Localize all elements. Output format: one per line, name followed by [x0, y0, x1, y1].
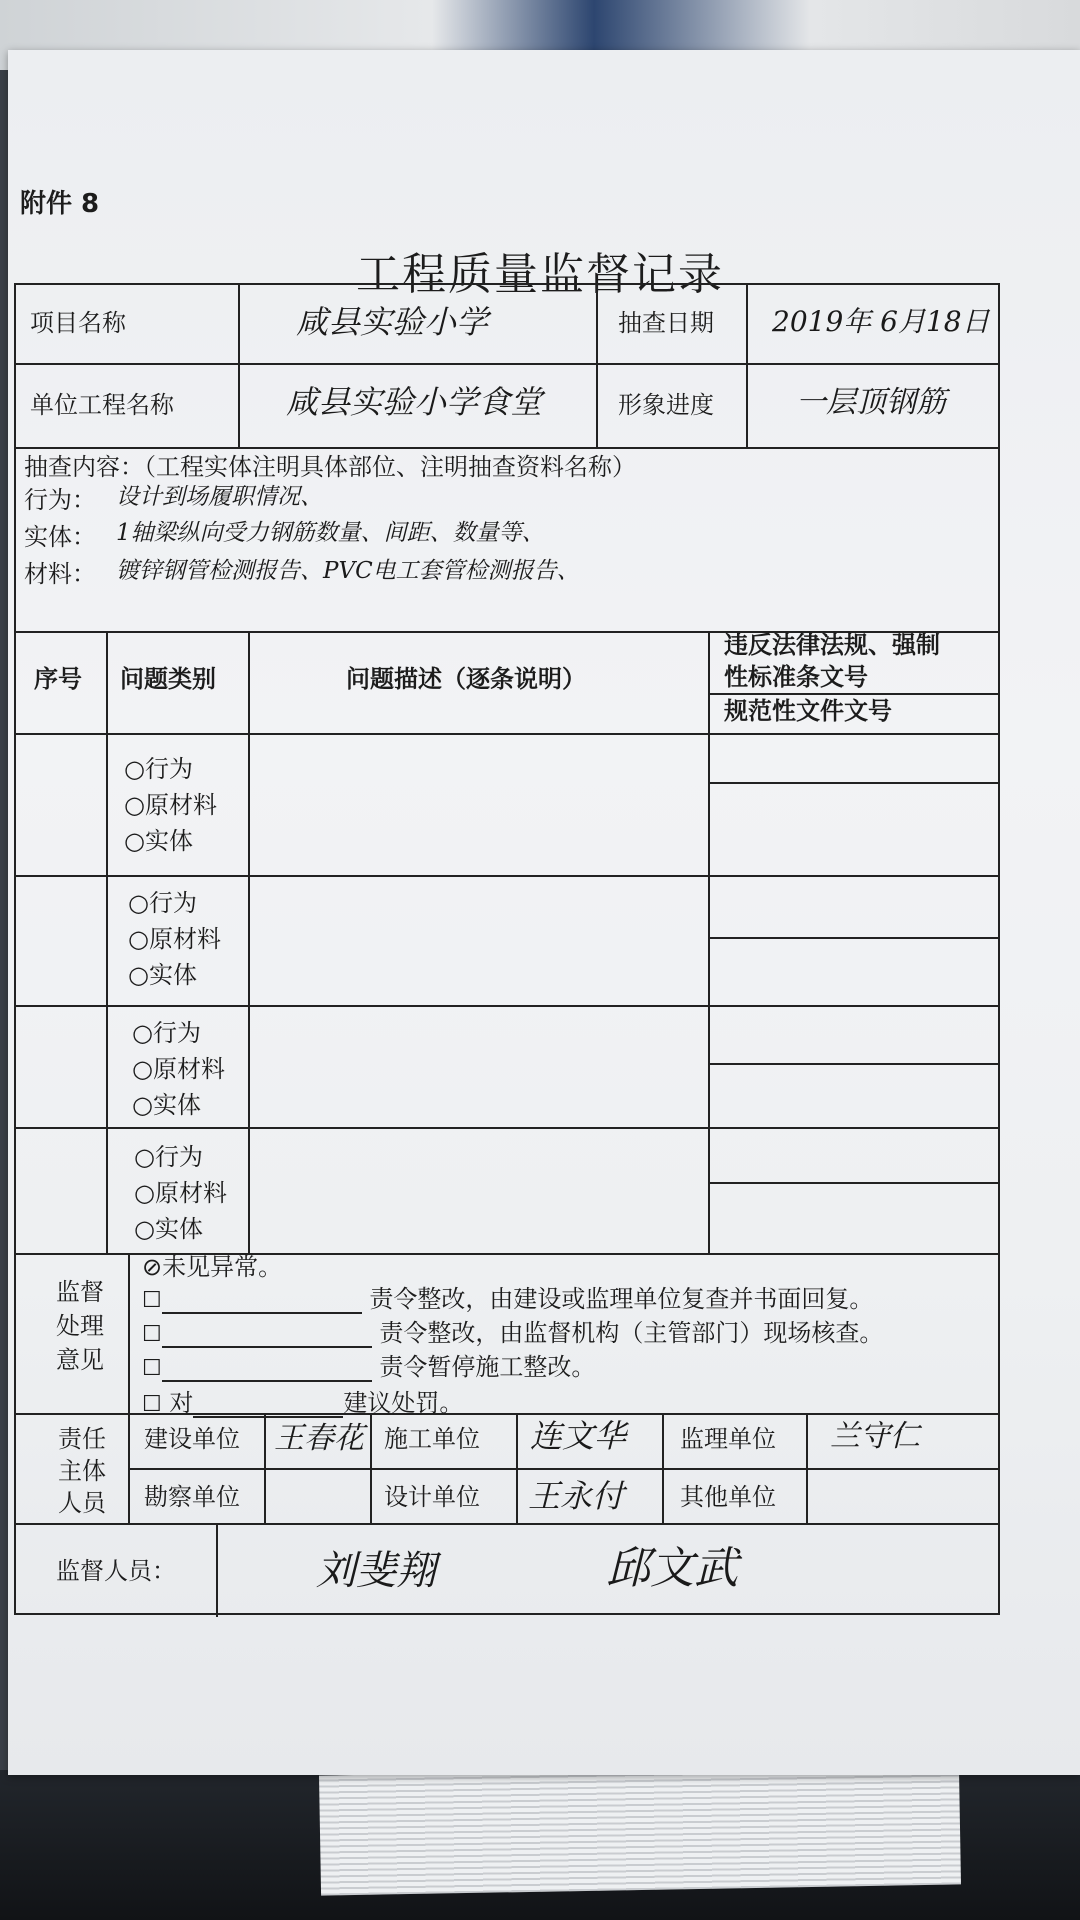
- supervisor-signature-2: 邱文武: [606, 1543, 738, 1594]
- supervision-unit-signature: 兰守仁: [830, 1419, 920, 1454]
- col-norm-header: 规范性文件文号: [724, 697, 892, 725]
- issue-row-1-category: [124, 751, 217, 859]
- unit-project-value: 咸县实验小学食堂: [286, 383, 543, 421]
- row-divider: [16, 875, 1000, 877]
- checkbox-icon[interactable]: ☐: [142, 1322, 162, 1347]
- supervision-unit-label: 监理单位: [680, 1425, 776, 1453]
- option-entity[interactable]: ○实体: [134, 1215, 203, 1243]
- inspection-date-label: 抽查日期: [618, 309, 714, 337]
- rectify-review-option[interactable]: ☐ 责令整改，由建设或监理单位复查并书面回复。: [142, 1285, 874, 1313]
- col-law-header-2: 性标准条文号: [724, 663, 868, 691]
- row-divider: [708, 693, 1000, 695]
- rectify-onsite-option[interactable]: ☐ 责令整改，由监督机构（主管部门）现场核查。: [142, 1319, 884, 1347]
- row-divider: [708, 1063, 1000, 1065]
- opinion-label: 监督 处理 意见: [56, 1278, 104, 1374]
- col-divider: [370, 1413, 372, 1523]
- col-description-header: 问题描述（逐条说明）: [346, 665, 586, 693]
- construction-unit-signature: 王春花: [274, 1421, 364, 1456]
- paper-stack: [319, 1764, 961, 1895]
- option-material[interactable]: ○原材料: [132, 1055, 225, 1083]
- penalty-option[interactable]: ☐ 对 建议处罚。: [142, 1389, 464, 1417]
- row-divider: [128, 1468, 1000, 1470]
- option-entity[interactable]: ○实体: [128, 961, 197, 989]
- col-divider: [216, 1523, 218, 1617]
- construction-unit-label: 建设单位: [144, 1425, 240, 1453]
- option-material[interactable]: ○原材料: [134, 1179, 227, 1207]
- checkbox-icon[interactable]: ☐: [142, 1356, 162, 1381]
- other-unit-label: 其他单位: [680, 1483, 776, 1511]
- design-unit-signature: 王永付: [528, 1477, 625, 1515]
- issue-row-4-category: [134, 1139, 227, 1247]
- row-divider: [708, 937, 1000, 939]
- builder-unit-label: 施工单位: [384, 1425, 480, 1453]
- col-category-header: 问题类别: [120, 665, 216, 693]
- col-divider: [128, 1253, 130, 1523]
- option-material[interactable]: ○原材料: [128, 925, 221, 953]
- project-name-label: 项目名称: [30, 309, 126, 337]
- option-behavior[interactable]: ○行为: [124, 755, 193, 783]
- option-behavior[interactable]: ○行为: [132, 1019, 201, 1047]
- option-behavior[interactable]: ○行为: [134, 1143, 203, 1171]
- issue-row-2-category: [128, 885, 221, 993]
- row-divider: [708, 1182, 1000, 1184]
- entity-label: 实体：: [24, 523, 96, 551]
- material-label: 材料：: [24, 560, 96, 588]
- option-material[interactable]: ○原材料: [124, 791, 217, 819]
- option-entity[interactable]: ○实体: [132, 1091, 201, 1119]
- col-divider: [806, 1413, 808, 1523]
- option-entity[interactable]: ○实体: [124, 827, 193, 855]
- responsible-label: 责任 主体 人员: [58, 1425, 106, 1517]
- builder-unit-signature: 连文华: [530, 1417, 627, 1455]
- row-divider: [16, 1523, 1000, 1525]
- col-divider: [238, 285, 240, 447]
- col-divider: [746, 285, 748, 447]
- project-name-value: 咸县实验小学: [296, 303, 489, 341]
- unit-project-label: 单位工程名称: [30, 391, 174, 419]
- inspection-heading: 抽查内容：（工程实体注明具体部位、注明抽查资料名称）: [24, 453, 636, 481]
- checkbox-icon[interactable]: ☐: [142, 1392, 162, 1417]
- progress-label: 形象进度: [618, 391, 714, 419]
- supervision-form: [14, 283, 1000, 1615]
- col-divider: [596, 285, 598, 447]
- material-value: 镀锌钢管检测报告、PVC电工套管检测报告、: [116, 558, 580, 584]
- survey-unit-label: 勘察单位: [144, 1483, 240, 1511]
- attachment-label: 附件 8: [20, 189, 100, 219]
- design-unit-label: 设计单位: [384, 1483, 480, 1511]
- checkbox-icon[interactable]: ☐: [142, 1288, 162, 1313]
- supervisors-label: 监督人员：: [56, 1557, 176, 1585]
- row-divider: [708, 782, 1000, 784]
- behavior-value: 设计到场履职情况、: [116, 484, 323, 510]
- entity-value: 1轴梁纵向受力钢筋数量、间距、数量等、: [116, 520, 545, 546]
- col-seq-header: 序号: [34, 665, 82, 693]
- col-divider: [662, 1413, 664, 1523]
- row-divider: [16, 447, 1000, 449]
- inspection-date-value: 2019年 6月18日: [772, 305, 990, 338]
- col-law-header: 违反法律法规、强制: [724, 631, 940, 659]
- row-divider: [16, 1127, 1000, 1129]
- col-divider: [248, 631, 250, 1253]
- option-behavior[interactable]: ○行为: [128, 889, 197, 917]
- row-divider: [16, 733, 1000, 735]
- suspend-option[interactable]: ☐ 责令暂停施工整改。: [142, 1353, 596, 1381]
- supervisor-signature-1: 刘斐翔: [316, 1548, 436, 1594]
- col-divider: [106, 631, 108, 1253]
- issue-row-3-category: [132, 1015, 225, 1123]
- row-divider: [16, 1005, 1000, 1007]
- row-divider: [16, 363, 1000, 365]
- col-divider: [264, 1413, 266, 1523]
- col-divider: [708, 631, 710, 1253]
- col-divider: [516, 1413, 518, 1523]
- progress-value: 一层顶钢筋: [796, 385, 946, 420]
- no-anomaly-option[interactable]: ⊘未见异常。: [142, 1253, 283, 1281]
- behavior-label: 行为：: [24, 486, 96, 514]
- document-title: 工程质量监督记录: [356, 249, 724, 300]
